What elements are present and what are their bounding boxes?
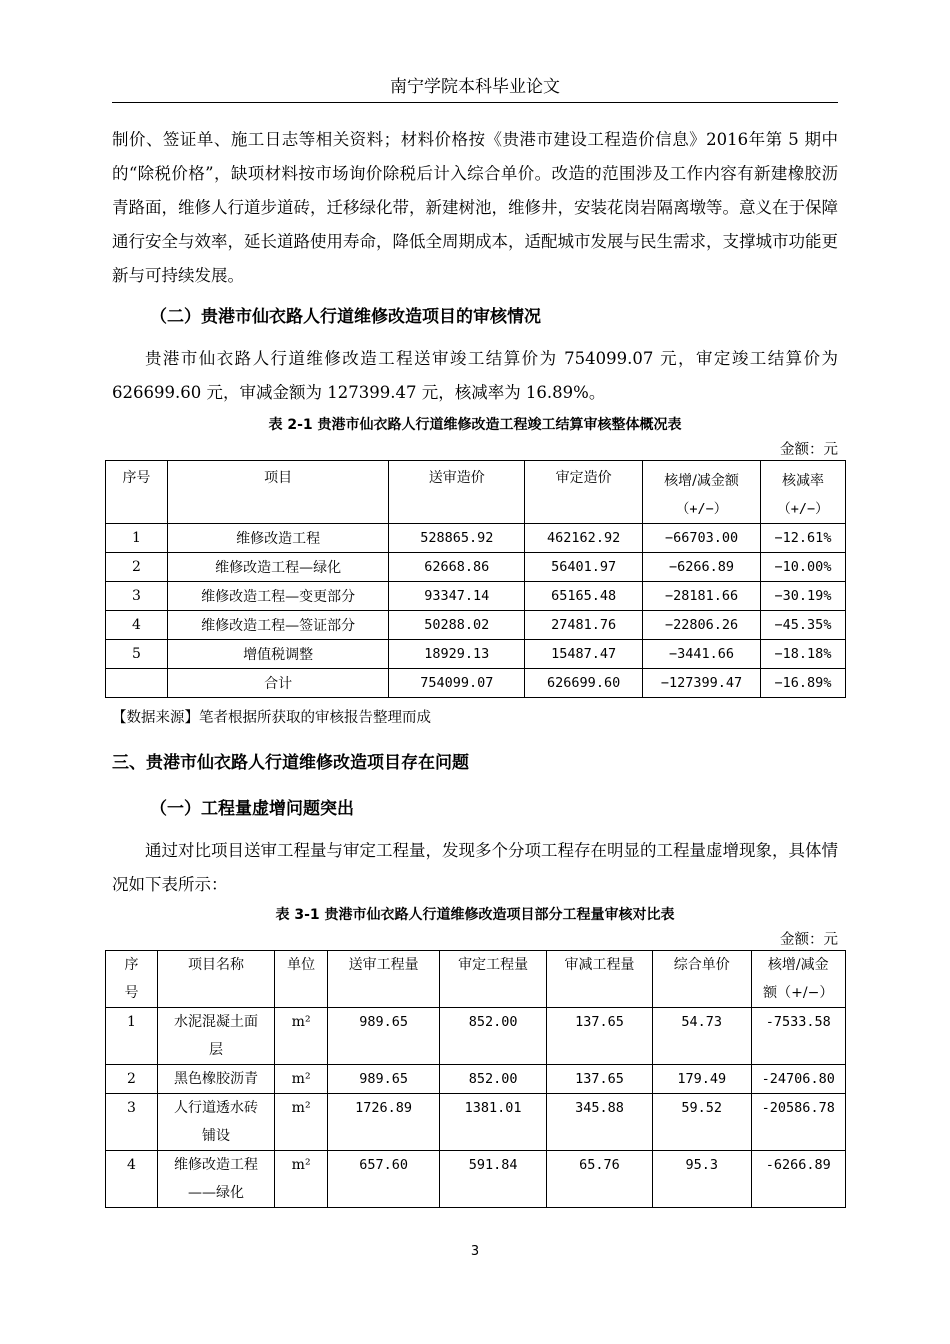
table1-source-note: 【数据来源】笔者根据所获取的审核报告整理而成 [112, 710, 431, 726]
cell [106, 669, 168, 698]
cell: m² [275, 1151, 328, 1208]
cell: 维修改造工程—绿化 [167, 553, 388, 582]
table-row [106, 1151, 846, 1208]
col-header: 序号 [106, 461, 168, 524]
section-heading-audit: （二）贵港市仙衣路人行道维修改造项目的审核情况 [150, 307, 541, 327]
cell: 137.65 [547, 1008, 653, 1065]
col-header: 核减率 （+/−） [761, 461, 846, 524]
table-row [106, 1065, 846, 1094]
cell: 1381.01 [440, 1094, 547, 1151]
cell: 95.3 [652, 1151, 751, 1208]
table2-caption: 表 3-1 贵港市仙衣路人行道维修改造项目部分工程量审核对比表 [275, 907, 675, 923]
col-header: 核增/减金额 （+/−） [643, 461, 761, 524]
table1-caption: 表 2-1 贵港市仙衣路人行道维修改造工程竣工结算审核整体概况表 [268, 417, 682, 433]
table-header-row [106, 461, 846, 524]
cell: 27481.76 [525, 611, 643, 640]
cell: 989.65 [328, 1065, 440, 1094]
cell: -20586.78 [751, 1094, 846, 1151]
cell: 5 [106, 640, 168, 669]
cell: −18.18% [761, 640, 846, 669]
col-header: 综合单价 [652, 951, 751, 1008]
paragraph-scope: 制价、签证单、施工日志等相关资料；材料价格按《贵港市建设工程造价信息》2016年第 5 期中的“除税价格”，缺项材料按市场询价除税后计入综合单价。改造的范围涉及工作内容有新建橡胶沥青路面，维修人行道步道砖，迁移绿化带，新建树池，维修井，安装花岗岩隔离墩等。意义在于保障通行安全与效率，延长道路使用寿命，降低全周期成本，适配城市发展与民生需求，支撑城市功能更新与可持续发展。 [112, 130, 838, 285]
cell: 989.65 [328, 1008, 440, 1065]
cell: m² [275, 1008, 328, 1065]
cell: 56401.97 [525, 553, 643, 582]
cell: 黑色橡胶沥青 [157, 1065, 274, 1094]
table-total-row [106, 669, 846, 698]
cell: −12.61% [761, 524, 846, 553]
cell: 维修改造工程—签证部分 [167, 611, 388, 640]
cell: 137.65 [547, 1065, 653, 1094]
cell: 1 [106, 1008, 158, 1065]
table-row [106, 1094, 846, 1151]
cell: 4 [106, 611, 168, 640]
cell: 15487.47 [525, 640, 643, 669]
cell: −10.00% [761, 553, 846, 582]
col-header: 单位 [275, 951, 328, 1008]
cell: 852.00 [440, 1065, 547, 1094]
cell: 3 [106, 1094, 158, 1151]
col-header: 项目 [167, 461, 388, 524]
cell: 50288.02 [389, 611, 525, 640]
cell: 4 [106, 1151, 158, 1208]
table-row [106, 524, 846, 553]
running-header: 南宁学院本科毕业论文 [390, 77, 560, 97]
header-rule [112, 102, 838, 103]
cell: 591.84 [440, 1151, 547, 1208]
table2-unit: 金额：元 [780, 932, 838, 948]
page-number: 3 [470, 1244, 480, 1259]
cell: −127399.47 [643, 669, 761, 698]
table-quantity-comparison [105, 950, 846, 1208]
col-header: 审定工程量 [440, 951, 547, 1008]
cell: −6266.89 [643, 553, 761, 582]
col-header: 送审工程量 [328, 951, 440, 1008]
cell: 65.76 [547, 1151, 653, 1208]
cell: −30.19% [761, 582, 846, 611]
cell: 合计 [167, 669, 388, 698]
cell: 1 [106, 524, 168, 553]
cell: m² [275, 1065, 328, 1094]
cell: 3 [106, 582, 168, 611]
table-row [106, 582, 846, 611]
cell: −22806.26 [643, 611, 761, 640]
cell: 维修改造工程 ——绿化 [157, 1151, 274, 1208]
table-settlement-summary [105, 460, 846, 698]
cell: m² [275, 1094, 328, 1151]
cell: 1726.89 [328, 1094, 440, 1151]
paragraph-inflation: 通过对比项目送审工程量与审定工程量，发现多个分项工程存在明显的工程量虚增现象，具体情况如下表所示： [112, 841, 838, 894]
cell: 2 [106, 1065, 158, 1094]
cell: -24706.80 [751, 1065, 846, 1094]
cell: 462162.92 [525, 524, 643, 553]
section-heading-inflation: （一）工程量虚增问题突出 [150, 799, 354, 819]
col-header: 序 号 [106, 951, 158, 1008]
cell: 754099.07 [389, 669, 525, 698]
table-header-row [106, 951, 846, 1008]
cell: 345.88 [547, 1094, 653, 1151]
cell: −3441.66 [643, 640, 761, 669]
cell: 626699.60 [525, 669, 643, 698]
cell: 852.00 [440, 1008, 547, 1065]
cell: 528865.92 [389, 524, 525, 553]
col-header: 核增/减金 额（+/−） [751, 951, 846, 1008]
cell: 657.60 [328, 1151, 440, 1208]
cell: −66703.00 [643, 524, 761, 553]
cell: 增值税调整 [167, 640, 388, 669]
cell: 18929.13 [389, 640, 525, 669]
cell: 2 [106, 553, 168, 582]
table-row [106, 640, 846, 669]
cell: 人行道透水砖 铺设 [157, 1094, 274, 1151]
cell: 维修改造工程—变更部分 [167, 582, 388, 611]
cell: −16.89% [761, 669, 846, 698]
cell: 62668.86 [389, 553, 525, 582]
cell: 水泥混凝土面 层 [157, 1008, 274, 1065]
cell: 179.49 [652, 1065, 751, 1094]
cell: 93347.14 [389, 582, 525, 611]
chapter-heading-problems: 三、贵港市仙衣路人行道维修改造项目存在问题 [112, 753, 469, 773]
col-header: 审减工程量 [547, 951, 653, 1008]
cell: -7533.58 [751, 1008, 846, 1065]
cell: -6266.89 [751, 1151, 846, 1208]
cell: 54.73 [652, 1008, 751, 1065]
col-header: 送审造价 [389, 461, 525, 524]
paragraph-audit-summary: 贵港市仙衣路人行道维修改造工程送审竣工结算价为 754099.07 元，审定竣工结算价为 626699.60 元，审减金额为 127399.47 元，核减率为 16.89%。 [112, 349, 838, 402]
col-header: 审定造价 [525, 461, 643, 524]
cell: 维修改造工程 [167, 524, 388, 553]
cell: 65165.48 [525, 582, 643, 611]
cell: −45.35% [761, 611, 846, 640]
cell: −28181.66 [643, 582, 761, 611]
table-row [106, 553, 846, 582]
table-row [106, 1008, 846, 1065]
cell: 59.52 [652, 1094, 751, 1151]
table-row [106, 611, 846, 640]
col-header: 项目名称 [157, 951, 274, 1008]
table1-unit: 金额：元 [780, 442, 838, 458]
